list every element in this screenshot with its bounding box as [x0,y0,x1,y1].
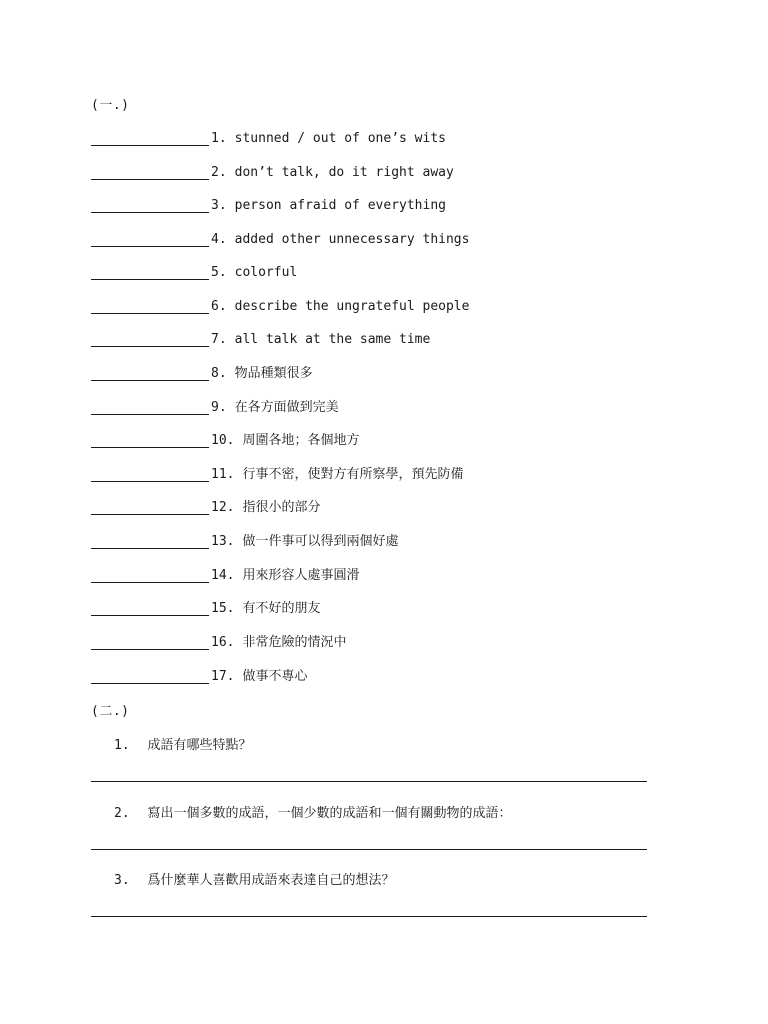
item-text: stunned / out of one’s wits [234,131,446,146]
answer-blank[interactable] [91,433,209,448]
answer-blank[interactable] [91,299,209,314]
question-number: 2. [114,806,130,821]
item-text: 在各方面做到完美 [234,400,339,415]
item-number: 9. [211,400,227,415]
question-text: 寫出一個多數的成語，一個少數的成語和一個有關動物的成語： [147,806,512,821]
item-text: 有不好的朋友 [242,601,321,616]
answer-blank[interactable] [91,366,209,381]
section-1-title: (一.) [91,98,130,113]
question-text: 成語有哪些特點？ [147,738,252,753]
list-item [91,327,430,347]
item-text: 行事不密，使對方有所察學，預先防備 [242,467,464,482]
list-item [91,630,347,650]
list-item [91,193,446,213]
item-text: 周圍各地；各個地方 [242,433,360,448]
list-item [91,664,308,684]
item-number: 6. [211,299,227,314]
list-item [91,395,339,415]
item-text: colorful [234,265,298,280]
item-number: 16. [211,635,235,650]
list-item [91,361,313,381]
item-text: 用來形容人處事圓滑 [242,568,360,583]
list-item [91,529,399,549]
list-item [91,160,454,180]
answer-blank[interactable] [91,500,209,515]
item-number: 4. [211,232,227,247]
item-number: 7. [211,332,227,347]
item-text: all talk at the same time [234,332,431,347]
list-item [91,126,446,146]
answer-blank[interactable] [91,635,209,650]
item-number: 2. [211,165,227,180]
item-number: 15. [211,601,235,616]
list-item [91,596,321,616]
answer-blank[interactable] [91,467,209,482]
item-number: 3. [211,198,227,213]
question-text: 爲什麼華人喜歡用成語來表達自己的想法？ [147,873,395,888]
answer-line[interactable] [91,781,647,782]
question-number: 3. [114,873,130,888]
item-text: 指很小的部分 [242,500,321,515]
item-text: added other unnecessary things [234,232,470,247]
item-number: 17. [211,669,235,684]
item-number: 1. [211,131,227,146]
list-item [91,227,469,247]
answer-blank[interactable] [91,534,209,549]
item-number: 12. [211,500,235,515]
item-number: 11. [211,467,235,482]
question-number: 1. [114,738,130,753]
list-item [91,462,464,482]
answer-blank[interactable] [91,568,209,583]
item-text: 物品種類很多 [234,366,313,381]
answer-blank[interactable] [91,669,209,684]
answer-blank[interactable] [91,165,209,180]
question-item [114,802,512,821]
item-text: describe the ungrateful people [234,299,470,314]
item-text: 做一件事可以得到兩個好處 [242,534,399,549]
list-item [91,294,469,314]
item-number: 14. [211,568,235,583]
question-item [114,734,252,753]
item-number: 8. [211,366,227,381]
answer-blank[interactable] [91,265,209,280]
item-text: don’t talk, do it right away [234,165,454,180]
answer-blank[interactable] [91,232,209,247]
item-number: 13. [211,534,235,549]
list-item [91,495,321,515]
section-2-title: (二.) [91,704,130,719]
item-number: 10. [211,433,235,448]
item-text: 做事不專心 [242,669,308,684]
item-text: 非常危險的情況中 [242,635,347,650]
answer-blank[interactable] [91,601,209,616]
answer-blank[interactable] [91,131,209,146]
item-text: person afraid of everything [234,198,446,213]
answer-blank[interactable] [91,198,209,213]
answer-line[interactable] [91,916,647,917]
list-item [91,563,360,583]
list-item [91,428,360,448]
list-item [91,260,297,280]
answer-line[interactable] [91,849,647,850]
item-number: 5. [211,265,227,280]
answer-blank[interactable] [91,332,209,347]
answer-blank[interactable] [91,400,209,415]
question-item [114,869,395,888]
